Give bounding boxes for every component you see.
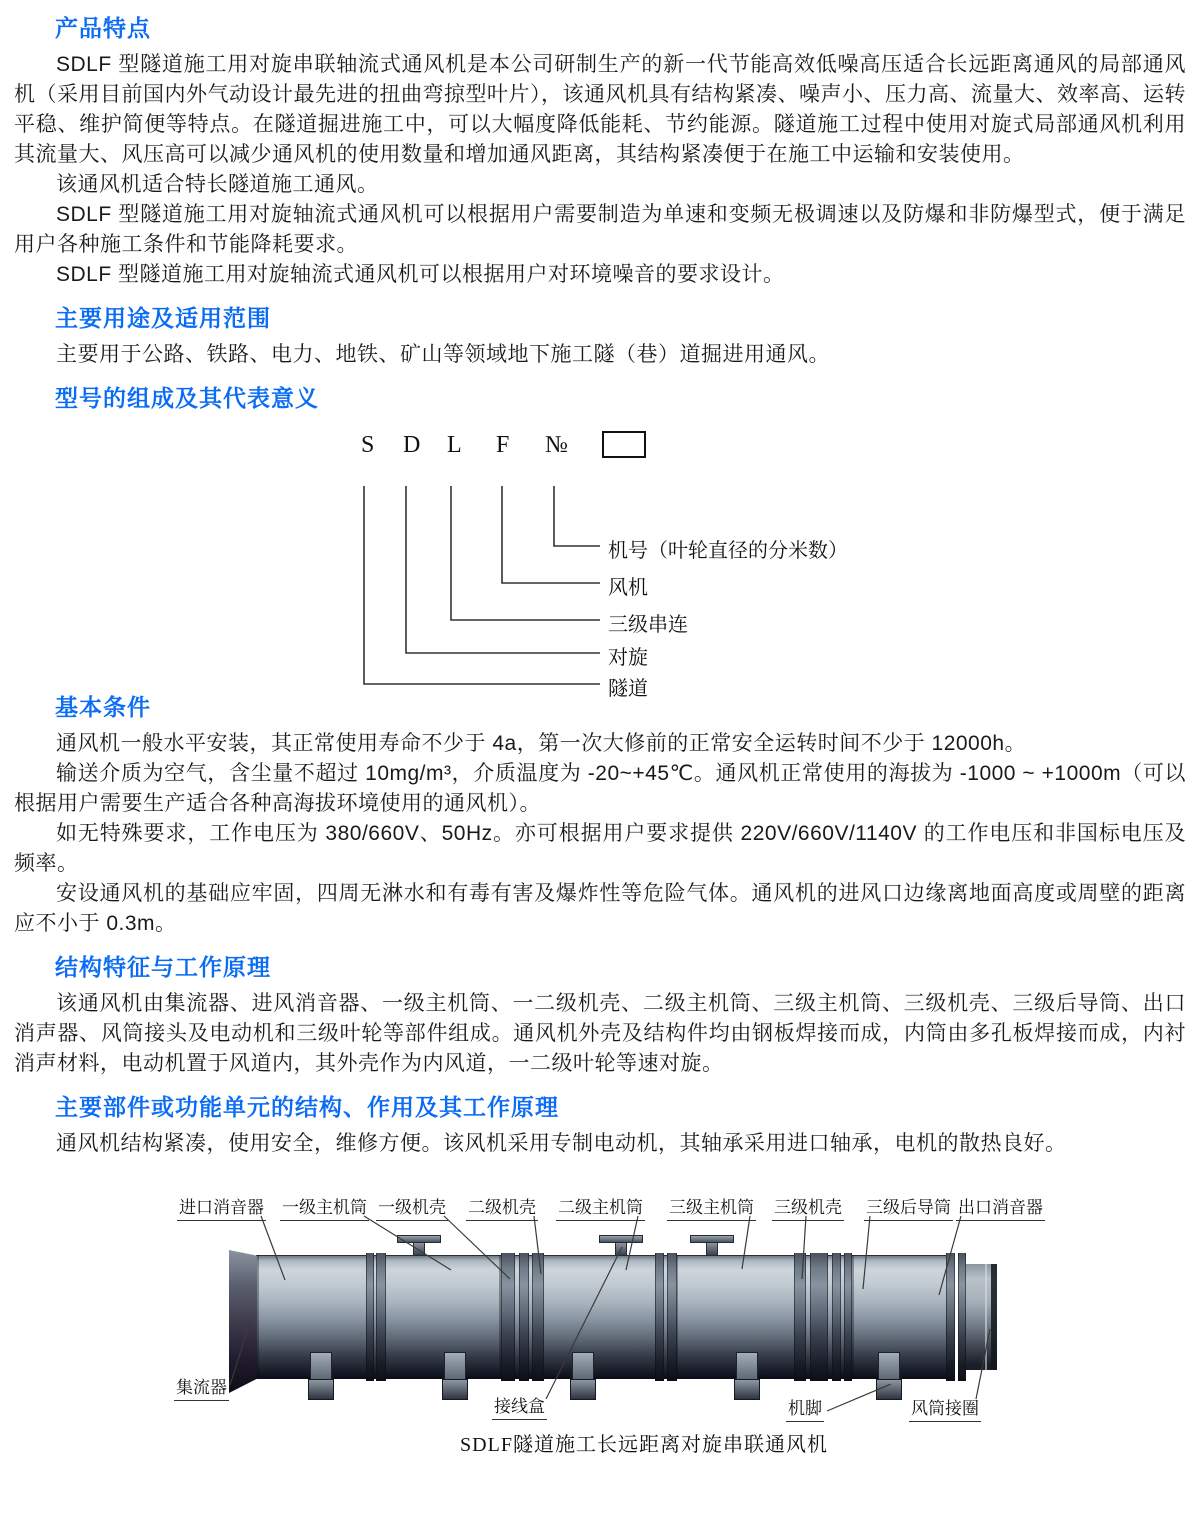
- fan-label-stage3-casing: 三级机壳: [772, 1193, 844, 1221]
- fan-flange: [946, 1253, 955, 1381]
- components-paragraph: 通风机结构紧凑，使用安全，维修方便。该风机采用专制电动机，其轴承采用进口轴承，电机的散热良好。: [56, 1132, 1067, 1155]
- fan-flange: [519, 1253, 529, 1381]
- model-connector-lines: [14, 420, 1200, 688]
- fan-duct-connection-ring: [965, 1264, 997, 1370]
- fan-flange: [958, 1253, 966, 1381]
- fan-label-stage2-barrel: 二级主机筒: [556, 1193, 645, 1221]
- junction-box: [397, 1235, 441, 1255]
- model-label-fan: 风机: [608, 577, 648, 599]
- junction-box: [599, 1235, 643, 1255]
- fan-label-stage2-casing: 二级机壳: [466, 1193, 538, 1221]
- fan-flange: [794, 1253, 806, 1381]
- fan-diagram-caption: SDLF隧道施工长远距离对旋串联通风机: [460, 1434, 828, 1456]
- heading-main-usage: 主要用途及适用范围: [55, 305, 271, 331]
- model-number-diagram: [14, 420, 1186, 700]
- heading-basic-conditions: 基本条件: [55, 694, 151, 720]
- features-paragraph: 该通风机适合特长隧道施工通风。: [56, 173, 379, 196]
- model-letter-l: L: [447, 432, 462, 458]
- fan-flange: [532, 1253, 544, 1381]
- features-paragraph: SDLF 型隧道施工用对旋轴流式通风机可以根据用户对环境噪音的要求设计。: [56, 263, 785, 286]
- basic-paragraph: 输送介质为空气，含尘量不超过 10mg/m³，介质温度为 -20~+45℃。通风机正常使用的海拔为 -1000 ~ +1000m（可以根据用户需要生产适合各种高海拔环境使用的通风机）。: [14, 762, 1186, 815]
- fan-flange: [667, 1253, 677, 1381]
- fan-flange: [501, 1253, 515, 1381]
- model-label-tunnel: 隧道: [608, 678, 648, 700]
- document-page: [0, 15, 1200, 1487]
- heading-main-components: 主要部件或功能单元的结构、作用及其工作原理: [55, 1094, 559, 1120]
- fan-main-body: [256, 1255, 946, 1379]
- heading-structure-principle: 结构特征与工作原理: [55, 954, 271, 980]
- usage-paragraph: 主要用于公路、铁路、电力、地铁、矿山等领域地下施工隧（巷）道掘进用通风。: [56, 343, 830, 366]
- fan-label-inlet-silencer: 进口消音器: [177, 1193, 266, 1221]
- fan-technical-illustration: [14, 1187, 1186, 1487]
- fan-label-stage1-casing: 一级机壳: [376, 1193, 448, 1221]
- features-paragraph: SDLF 型隧道施工用对旋轴流式通风机可以根据用户需要制造为单速和变频无极调速以及防爆和非防爆型式，便于满足用户各种施工条件和节能降耗要求。: [14, 203, 1186, 256]
- model-letter-no: №: [545, 432, 568, 458]
- basic-paragraph: 通风机一般水平安装，其正常使用寿命不少于 4a，第一次大修前的正常安全运转时间不少于 12000h。: [56, 732, 1027, 755]
- fan-flange: [655, 1253, 664, 1381]
- fan-flange: [810, 1253, 828, 1381]
- heading-product-features: 产品特点: [55, 15, 151, 41]
- basic-paragraph: 安设通风机的基础应牢固，四周无淋水和有毒有害及爆炸性等危险气体。通风机的进风口边缘离地面高度或周壁的距离应不小于 0.3m。: [14, 882, 1186, 935]
- model-letter-f: F: [496, 432, 510, 458]
- fan-label-machine-foot: 机脚: [786, 1394, 824, 1422]
- model-label-three-stage: 三级串连: [608, 614, 688, 636]
- fan-label-stage1-barrel: 一级主机筒: [280, 1193, 369, 1221]
- features-paragraph: SDLF 型隧道施工用对旋串联轴流式通风机是本公司研制生产的新一代节能高效低噪高压适合长远距离通风的局部通风机（采用目前国内外气动设计最先进的扭曲弯掠型叶片），该通风机具有结构紧凑、噪声小、压力高、流量大、效率高、运转平稳、维护简便等特点。在隧道掘进施工中，可以大幅度降低能耗、节约能源。隧道施工过程中使用对旋式局部通风机利用其流量大、风压高可以减少通风机的使用数量和增加通风距离，其结构紧凑便于在施工中运输和安装使用。: [14, 53, 1186, 166]
- fan-bellmouth: [229, 1250, 257, 1393]
- model-label-size: 机号（叶轮直径的分米数）: [608, 540, 848, 562]
- junction-box: [690, 1235, 734, 1255]
- heading-model-composition: 型号的组成及其代表意义: [55, 385, 319, 411]
- basic-paragraph: 如无特殊要求，工作电压为 380/660V、50Hz。亦可根据用户要求提供 220V/660V/1140V 的工作电压和非国标电压及频率。: [14, 822, 1186, 875]
- fan-seam: [852, 1255, 854, 1379]
- structure-paragraph: 该通风机由集流器、进风消音器、一级主机筒、一二级机壳、二级主机筒、三级主机筒、三级机壳、三级后导筒、出口消声器、风筒接头及电动机和三级叶轮等部件组成。通风机外壳及结构件均由钢板焊接而成，内筒由多孔板焊接而成，内衬消声材料，电动机置于风道内，其外壳作为内风道，一二级叶轮等速对旋。: [14, 992, 1186, 1075]
- fan-flange: [376, 1253, 386, 1381]
- fan-label-junction-box: 接线盒: [492, 1392, 547, 1420]
- fan-label-duct-ring: 风筒接圈: [909, 1394, 981, 1422]
- model-letter-s: S: [361, 432, 375, 458]
- fan-label-stage3-barrel: 三级主机筒: [667, 1193, 756, 1221]
- fan-flange: [366, 1253, 374, 1381]
- model-label-counter-rotating: 对旋: [608, 647, 648, 669]
- fan-label-collector: 集流器: [174, 1373, 229, 1401]
- fan-label-outlet-silencer: 出口消音器: [956, 1193, 1045, 1221]
- fan-seam: [257, 1255, 259, 1379]
- model-letter-d: D: [403, 432, 421, 458]
- fan-flange: [844, 1253, 852, 1381]
- fan-label-stage3-guide: 三级后导筒: [864, 1193, 953, 1221]
- fan-flange: [832, 1253, 841, 1381]
